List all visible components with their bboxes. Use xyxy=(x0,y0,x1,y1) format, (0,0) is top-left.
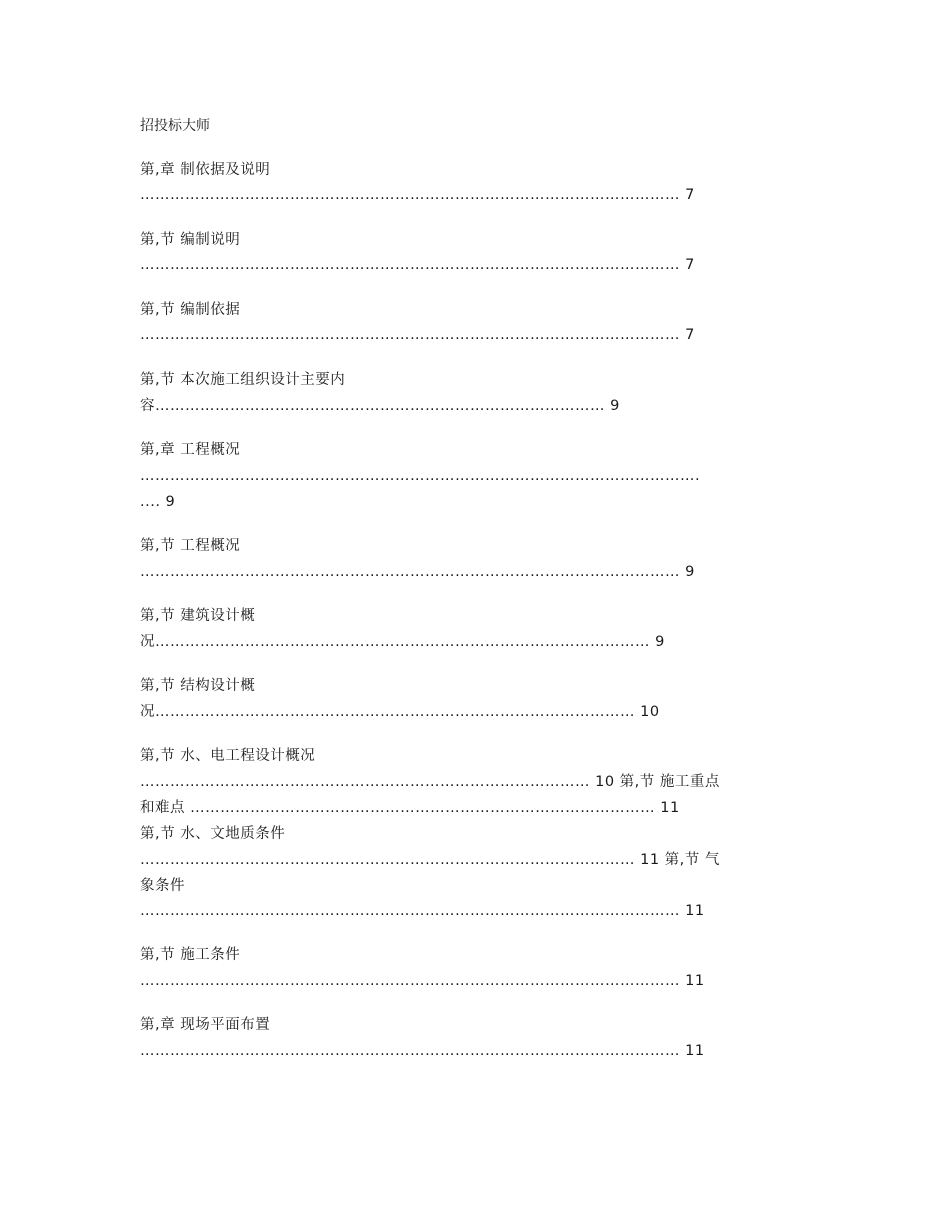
toc-section-heading: 第,节 施工条件 xyxy=(140,947,241,963)
brand-title: 招投标大师 xyxy=(140,118,210,134)
toc-leader-line: ……………………………………………………………………………………… 11 第,节 气 xyxy=(140,852,720,868)
toc-section-heading: 象条件 xyxy=(140,878,185,894)
toc-leader-line: ……………………………………………………………………………………………… 11 xyxy=(140,973,705,989)
toc-leader-line: ……………………………………………………………………………………………… 11 xyxy=(140,903,705,919)
toc-leader-line: ……………………………………………………………………………………………… 7 xyxy=(140,187,695,203)
toc-leader-line: …………………………………………………………………………………………………. xyxy=(140,468,701,484)
toc-leader-line: ……………………………………………………………………………………………… 7 xyxy=(140,257,695,273)
toc-leader-line: 况…………………………………………………………………………………… 10 xyxy=(140,704,660,720)
toc-section-heading: 第,节 建筑设计概 xyxy=(140,608,256,624)
toc-section-heading: 第,节 水、电工程设计概况 xyxy=(140,748,316,764)
toc-section-heading: 第,节 编制说明 xyxy=(140,232,241,248)
toc-section-heading: 第,节 结构设计概 xyxy=(140,678,256,694)
toc-leader-line: 容……………………………………………………………………………… 9 xyxy=(140,398,620,414)
toc-leader-line: .... 9 xyxy=(140,494,176,510)
toc-chapter-heading: 第,章 工程概况 xyxy=(140,442,241,458)
toc-leader-line: ……………………………………………………………………………………………… 7 xyxy=(140,327,695,343)
toc-leader-line: 和难点 ………………………………………………………………………………… 11 xyxy=(140,800,680,816)
toc-leader-line: 况……………………………………………………………………………………… 9 xyxy=(140,634,665,650)
toc-section-heading: 第,节 工程概况 xyxy=(140,538,241,554)
toc-chapter-heading: 第,章 制依据及说明 xyxy=(140,162,271,178)
toc-section-heading: 第,节 本次施工组织设计主要内 xyxy=(140,372,346,388)
toc-leader-line: ……………………………………………………………………………………………… 11 xyxy=(140,1043,705,1059)
toc-chapter-heading: 第,章 现场平面布置 xyxy=(140,1017,271,1033)
toc-section-heading: 第,节 编制依据 xyxy=(140,302,241,318)
toc-section-heading: 第,节 水、文地质条件 xyxy=(140,826,286,842)
toc-leader-line: ……………………………………………………………………………… 10 第,节 施工重点 xyxy=(140,774,720,790)
toc-leader-line: ……………………………………………………………………………………………… 9 xyxy=(140,564,695,580)
